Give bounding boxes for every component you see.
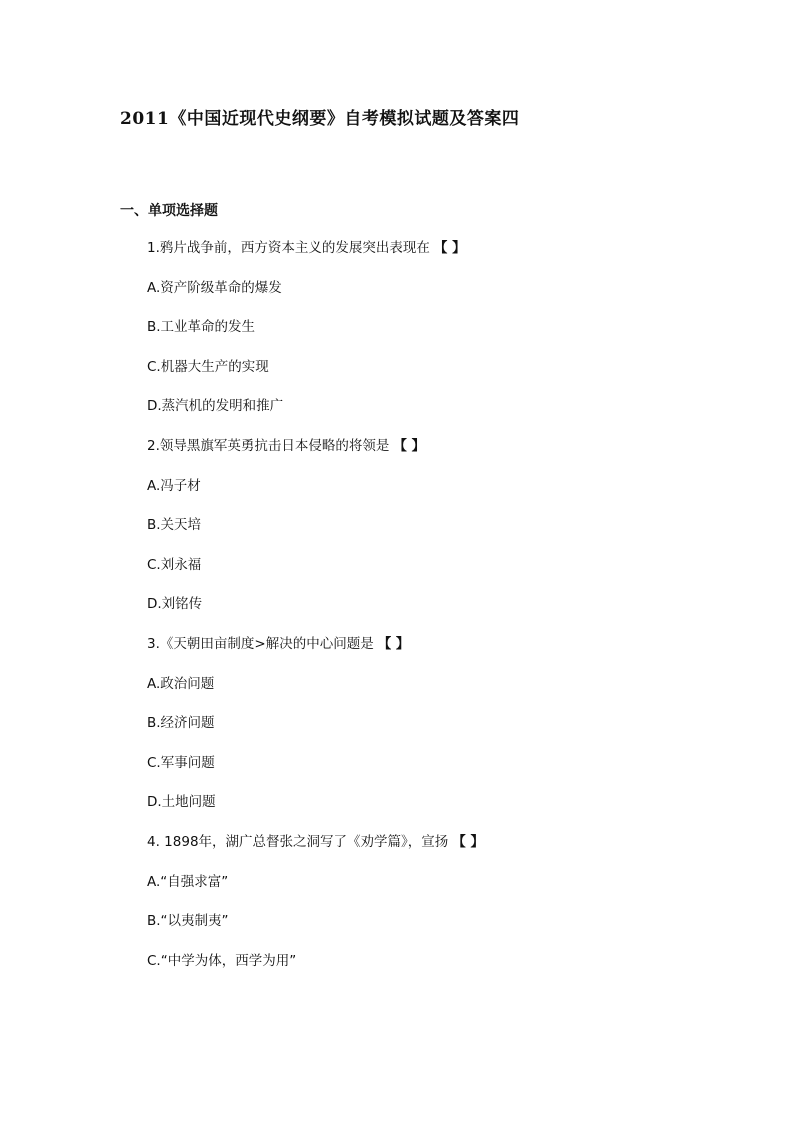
option-item: A.冯子材 xyxy=(147,477,201,494)
option-item: B.“以夷制夷” xyxy=(147,913,229,930)
question-text: 4. 1898年，湖广总督张之洞写了《劝学篇》，宣扬 xyxy=(147,833,449,850)
answer-bracket: 【 】 xyxy=(452,833,484,850)
option-item: B.经济问题 xyxy=(147,715,215,732)
option-item: B.工业革命的发生 xyxy=(147,319,256,336)
answer-bracket: 【 】 xyxy=(377,635,410,652)
option-item: C.军事问题 xyxy=(147,754,215,771)
option-item: A.资产阶级革命的爆发 xyxy=(147,279,282,296)
question-stem xyxy=(147,238,484,278)
option-item: C.刘永福 xyxy=(147,556,202,573)
question-stem xyxy=(147,436,484,476)
question-stem xyxy=(147,832,484,872)
question-list xyxy=(147,238,484,990)
option-item: A.政治问题 xyxy=(147,675,215,692)
option-item: B.关天培 xyxy=(147,517,202,534)
option-item: D.刘铭传 xyxy=(147,596,203,613)
question-text: 2.领导黑旗军英勇抗击日本侵略的将领是 xyxy=(147,437,390,454)
option-item: D.土地问题 xyxy=(147,794,216,811)
answer-bracket: 【 】 xyxy=(433,240,466,256)
answer-bracket: 【 】 xyxy=(393,437,426,454)
section-heading: 一、单项选择题 xyxy=(120,203,218,219)
option-item: C.“中学为体，西学为用” xyxy=(147,952,297,969)
question-stem xyxy=(147,634,484,674)
option-item: A.“自强求富” xyxy=(147,873,229,890)
document-title: 2011《中国近现代史纲要》自考模拟试题及答案四 xyxy=(120,109,520,129)
question-text: 1.鸦片战争前，西方资本主义的发展突出表现在 xyxy=(147,240,430,256)
option-item: D.蒸汽机的发明和推广 xyxy=(147,398,284,415)
option-item: C.机器大生产的实现 xyxy=(147,358,269,375)
question-text: 3.《天朝田亩制度>解决的中心问题是 xyxy=(147,635,374,652)
